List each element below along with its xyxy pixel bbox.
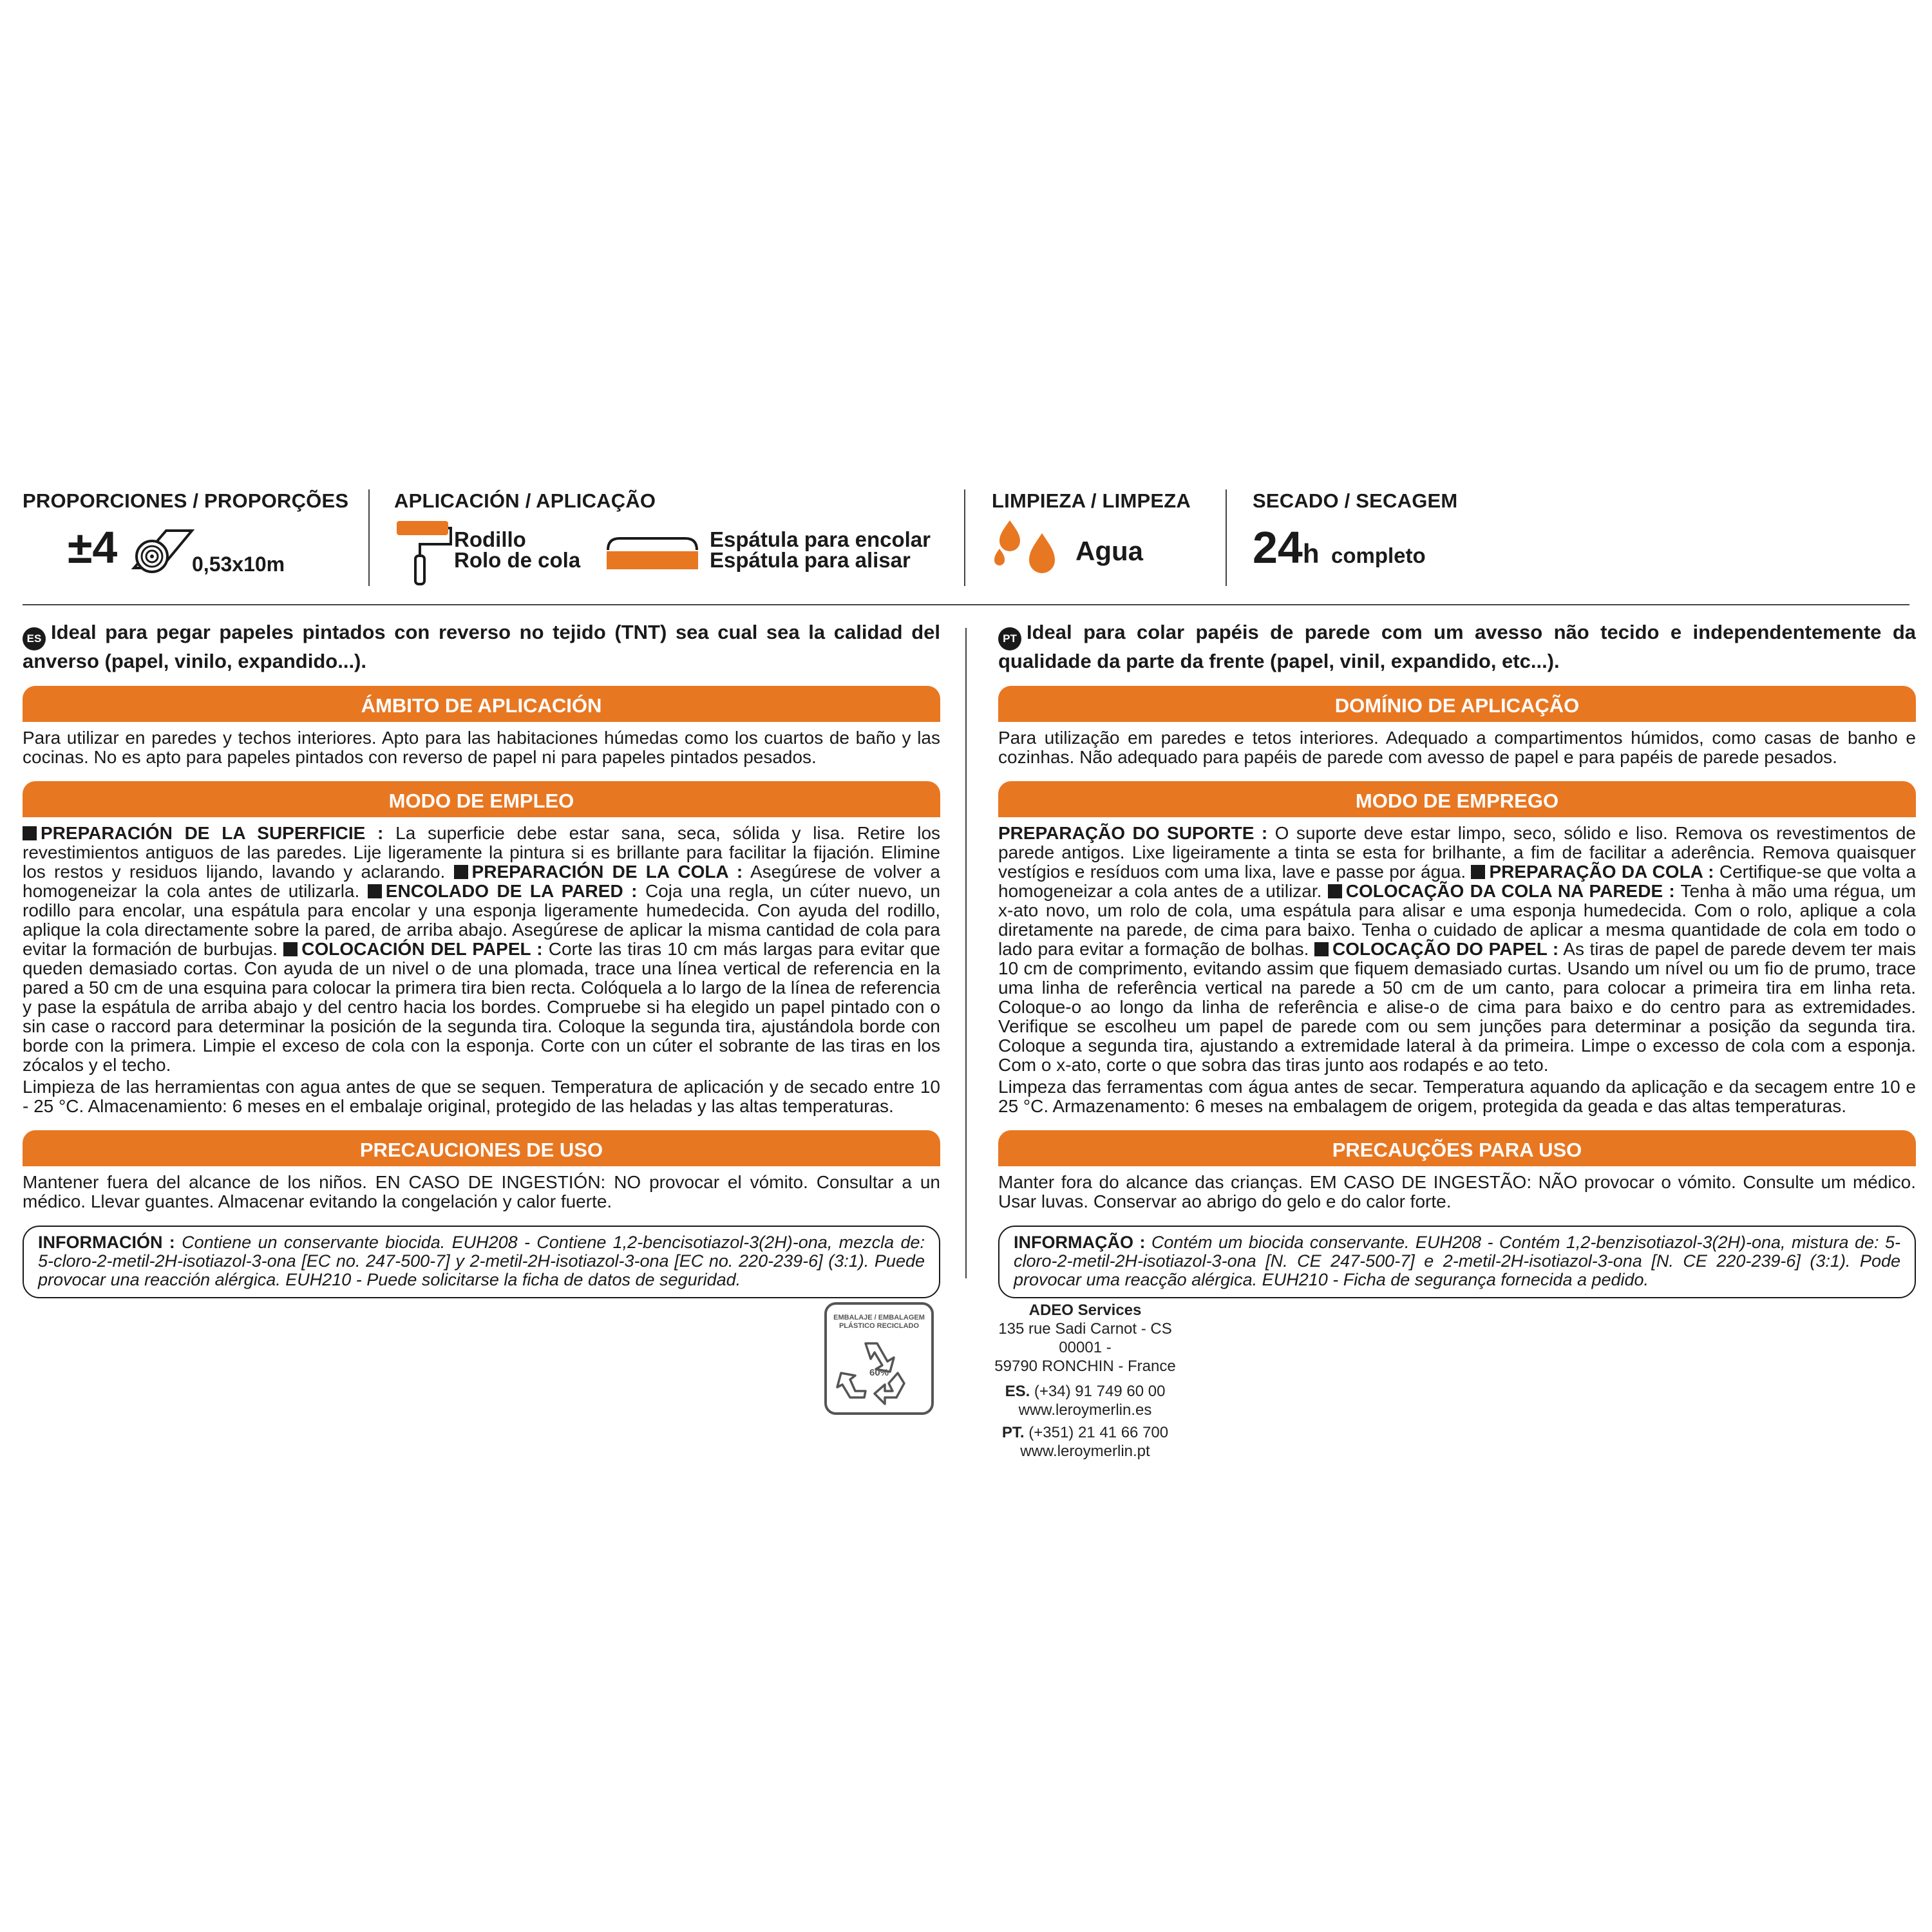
- proportions-title: PROPORCIONES / PROPORÇÕES: [23, 489, 349, 512]
- bullet-square-icon: [368, 884, 382, 898]
- es-website-link[interactable]: www.leroymerlin.es: [1018, 1401, 1152, 1419]
- intro-es: [23, 621, 940, 672]
- cleaning-title: LIMPIEZA / LIMPEZA: [992, 489, 1191, 512]
- roller-icon: [394, 518, 452, 586]
- proportions-count: ±4: [68, 522, 118, 573]
- drying-value: completo: [1331, 544, 1426, 567]
- usage-text: [998, 824, 1916, 1075]
- section-title: DOMÍNIO DE APLICAÇÃO: [998, 686, 1916, 722]
- drying-time: [1253, 522, 1426, 573]
- step-heading: COLOCAÇÃO DO PAPEL :: [1332, 939, 1559, 959]
- section-title: MODO DE EMPLEO: [23, 781, 940, 817]
- precautions-text: Manter fora do alcance das crianças. EM CASO DE INGESTÃO: NÃO provocar o vómito. Consulte um médico. Usar luvas. Conservar ao abrigo do gelo e do calor forte.: [998, 1172, 1916, 1211]
- cleaning-value: Agua: [1075, 536, 1143, 566]
- roller-label-line2: Rolo de cola: [454, 548, 581, 572]
- intro-text: Ideal para colar papéis de parede com um avesso não tecido e independentemente da qualidade da parte da frente (papel, vinil, expandido, etc...).: [998, 621, 1916, 672]
- bullet-square-icon: [454, 865, 468, 879]
- pt-website-link[interactable]: www.leroymerlin.pt: [1020, 1443, 1150, 1460]
- spatula-label-line1: Espátula para encolar: [710, 527, 931, 551]
- bullet-square-icon: [1314, 942, 1329, 956]
- step-heading: PREPARACIÓN DE LA SUPERFICIE :: [41, 823, 384, 843]
- step-heading: PREPARAÇÃO DA COLA :: [1489, 862, 1714, 882]
- step-text: La superficie debe estar sana, seca, sólida y lisa. Retire los revestimientos antiguos de las paredes. Lije ligeramente la pintura si es brillante para facilitar la fijación. Elimine los restos y residuos lijando, lavando y aclarando.: [23, 823, 941, 882]
- flag-es-icon: ES: [23, 627, 46, 650]
- info-box: [23, 1226, 940, 1298]
- usage-text: [23, 824, 940, 1075]
- recycled-plastic-logo: [824, 1302, 934, 1415]
- step-heading: COLOCAÇÃO DA COLA NA PAREDE :: [1345, 881, 1675, 901]
- info-box: [998, 1226, 1916, 1298]
- storage-text: Limpieza de las herramientas con agua antes de que se sequen. Temperatura de aplicación y de secado entre 10 - 25 °C. Almacenamiento: 6 meses en el embalaje original, protegido de las heladas y las altas temperaturas.: [23, 1077, 940, 1116]
- info-label: INFORMAÇÃO :: [1014, 1233, 1146, 1252]
- spatula-label: [710, 529, 931, 571]
- step-heading: PREPARAÇÃO DO SUPORTE :: [998, 823, 1268, 843]
- bullet-square-icon: [23, 826, 37, 840]
- section-title: PRECAUÇÕES PARA USO: [998, 1130, 1916, 1166]
- header-divider: [368, 489, 370, 586]
- drying-hours: 24: [1253, 522, 1303, 573]
- spatula-icon: [604, 535, 701, 573]
- es-label: ES.: [1005, 1383, 1030, 1400]
- info-text: Contém um biocida conservante. EUH208 - Contém 1,2-benzisotiazol-3(2H)-ona, mistura de: 5-cloro-2-metil-2H-isotiazol-3-ona [N. CE 247-500-7] e 2-metil-2H-isotiazol-3-ona [N. CE 220-239-6] (3:1). Pode provocar uma reacção alérgica. EUH210 - Ficha de segurança fornecida a pedido.: [1014, 1233, 1900, 1289]
- section-text: Para utilizar en paredes y techos interiores. Apto para las habitaciones húmedas como los cuartos de baño y las cocinas. No es apto para papeles pintados con reverso de papel ni para papeles pintados pesados.: [23, 728, 940, 767]
- step-text: Corte las tiras 10 cm más largas para evitar que queden demasiado cortas. Con ayuda de un nivel o de una plomada, trace una línea vertical de referencia en la pared a 50 cm de una esquina para colocar la primera tira bien recta. Colóquela a lo largo de la línea de referencia y pase la espátula de arriba abajo y del centro hacia los bordes. Compruebe si ha elegido un papel pintado con o sin case o raccord para determinar la posición de la segunda tira. Coloque la segunda tira, ajustándola borde con borde con la primera. Limpie el exceso de cola con la esponja. Corte con un cúter el sobrante de las tiras en los zócalos y el techo.: [23, 939, 940, 1075]
- recycle-line2: PLÁSTICO RECICLADO: [838, 1322, 920, 1330]
- step-text: As tiras de papel de parede devem ter mais 10 cm de comprimento, evitando assim que fiquem demasiado curtas. Usando um nível ou um fio de prumo, trace uma linha de referência vertical na parede a 50 cm de um canto, para colocar a primeira tira em linha reta. Coloque-o ao longo da linha de referência e alise-o de cima para baixo e do centro para as extremidades. Verifique se escolheu um papel de parede com ou sem junções para determinar a posição da segunda tira. Coloque a segunda tira, ajustando a extremidade lateral à da primeira. Limpe o excesso de cola com a esponja. Com o x-ato, corte o que sobra das tiras junto aos rodapés e ao teto.: [998, 939, 1917, 1075]
- recycle-percent: 60%: [869, 1367, 889, 1378]
- spatula-label-line2: Espátula para alisar: [710, 548, 911, 572]
- recycle-line1: EMBALAJE / EMBALAGEM: [833, 1314, 925, 1321]
- step-text: Asegúrese de volver a homogeneizar la cola antes de utilizarla.: [23, 862, 940, 901]
- precautions-text: Mantener fuera del alcance de los niños. EN CASO DE INGESTIÓN: NO provocar el vómito. Consultar a un médico. Llevar guantes. Almacenar evitando la congelación y calor fuerte.: [23, 1172, 940, 1211]
- roller-label: [454, 529, 580, 571]
- bullet-square-icon: [1328, 884, 1342, 898]
- section-title: ÁMBITO DE APLICACIÓN: [23, 686, 940, 722]
- pt-phone: (+351) 21 41 66 700: [1028, 1424, 1169, 1441]
- step-text: O suporte deve estar limpo, seco, sólido e liso. Remova os revestimentos de parede antigos. Lixe ligeiramente a tinta se esta for brilhante, a fim de facilitar a aderência. Remova quaisquer vestígios e resíduos com uma lixa, lave e passe por água.: [998, 823, 1916, 882]
- company-street: 135 rue Sadi Carnot - CS 00001 -: [998, 1320, 1172, 1356]
- roller-label-line1: Rodillo: [454, 527, 526, 551]
- proportions-size: 0,53x10m: [192, 553, 285, 576]
- header-rule: [23, 604, 1909, 605]
- flag-pt-icon: PT: [998, 627, 1021, 650]
- storage-text: Limpeza das ferramentas com água antes de secar. Temperatura aquando da aplicação e da secagem entre 10 e 25 °C. Armazenamento: 6 meses na embalagem de origem, protegida da geada e das altas temperaturas.: [998, 1077, 1916, 1116]
- step-text: Coja una regla, un cúter nuevo, un rodillo para encolar, una espátula para encolar y una esponja ligeramente humedecida. Con ayuda del rodillo, aplique la cola directamente sobre la pared, de arriba abajo. Asegúrese de aplicar la misma cantidad de cola para evitar la formación de burbujas.: [23, 881, 941, 959]
- water-drops-icon: [990, 515, 1068, 580]
- column-divider: [965, 628, 967, 1278]
- header-divider: [964, 489, 965, 586]
- intro-pt: [998, 621, 1916, 672]
- section-text: Para utilização em paredes e tetos interiores. Adequado a compartimentos húmidos, como casas de banho e cozinhas. Não adequado para papéis de parede com avesso de papel e para papéis de parede pesados.: [998, 728, 1916, 767]
- step-heading: COLOCACIÓN DEL PAPEL :: [301, 939, 543, 959]
- header-divider: [1226, 489, 1227, 586]
- application-title: APLICACIÓN / APLICAÇÃO: [394, 489, 656, 512]
- bullet-square-icon: [283, 942, 298, 956]
- step-text: Tenha à mão uma régua, um x-ato novo, um rolo de cola, uma espátula para alisar e uma esponja humedecida. Com o rolo, aplique a cola diretamente na parede, de cima para baixo. Tenha o cuidado de aplicar a mesma quantidade de cola em todo o lado para evitar a formação de bolhas.: [998, 881, 1917, 959]
- column-pt: [998, 621, 1916, 1298]
- drying-unit: h: [1302, 538, 1320, 569]
- company-name: ADEO Services: [1028, 1302, 1142, 1319]
- bullet-square-icon: [1471, 865, 1485, 879]
- recycle-arrows-icon: [827, 1331, 931, 1414]
- company-city: 59790 RONCHIN - France: [994, 1358, 1176, 1375]
- step-text: Certifique-se que volta a homogeneizar a cola antes de a utilizar.: [998, 862, 1917, 901]
- es-phone: (+34) 91 749 60 00: [1034, 1383, 1166, 1400]
- info-text: Contiene un conservante biocida. EUH208 - Contiene 1,2-bencisotiazol-3(2H)-ona, mezcla de: 5-cloro-2-metil-2H-isotiazol-3-ona [EC no. 247-500-7] y 2-metil-2H-isotiazol-3-ona [EC no. 220-239-6] (3:1). Puede provocar una reacción alérgica. EUH210 - Puede solicitarse la ficha de datos de seguridad.: [38, 1233, 925, 1289]
- step-heading: PREPARACIÓN DE LA COLA :: [471, 862, 743, 882]
- company-address: [989, 1301, 1182, 1461]
- section-title: PRECAUCIONES DE USO: [23, 1130, 940, 1166]
- drying-title: SECADO / SECAGEM: [1253, 489, 1458, 512]
- wallpaper-roll-icon: [128, 523, 198, 574]
- column-es: [23, 621, 940, 1298]
- section-title: MODO DE EMPREGO: [998, 781, 1916, 817]
- intro-text: Ideal para pegar papeles pintados con reverso no tejido (TNT) sea cual sea la calidad del anverso (papel, vinilo, expandido...).: [23, 621, 940, 672]
- pt-label: PT.: [1001, 1424, 1025, 1441]
- info-label: INFORMACIÓN :: [38, 1233, 175, 1252]
- step-heading: ENCOLADO DE LA PARED :: [385, 881, 638, 901]
